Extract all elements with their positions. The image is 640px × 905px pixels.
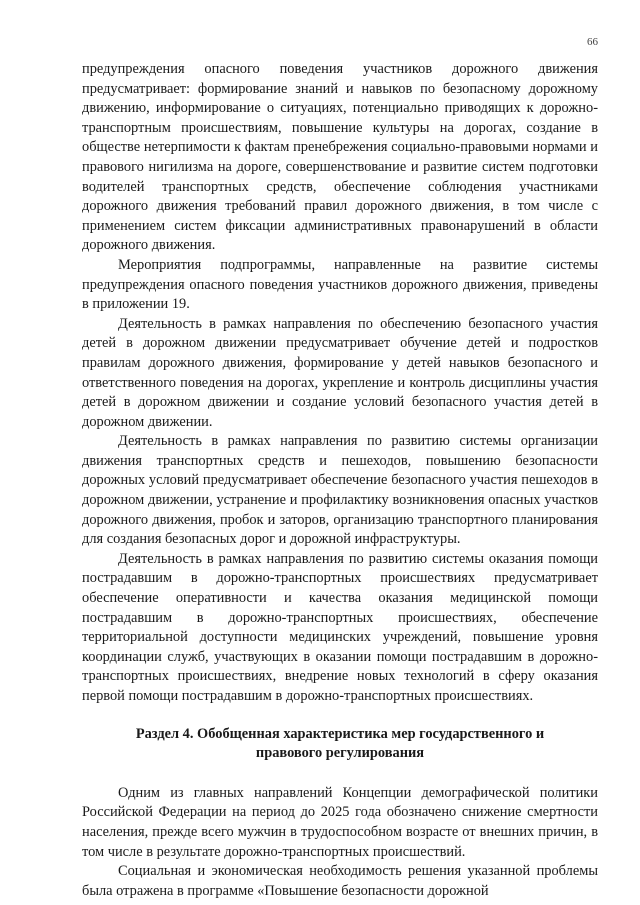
- paragraph: Социальная и экономическая необходимость решения указанной проблемы была отражена в программе «Повышение безопасности дорожной: [82, 863, 598, 899]
- paragraph: Мероприятия подпрограммы, направленные на развитие системы предупреждения опасного поведения участников дорожного движения, приведены в приложении 19.: [82, 256, 598, 313]
- paragraph: Деятельность в рамках направления по развитию системы оказания помощи пострадавшим в дорожно-транспортных происшествиях предусматривает обеспечение оперативности и качества оказания медицинской помощи пострадавшим в дорожно-транспортных происшествиях, обеспечение территориальной доступности медицинских учреждений, повышение уровня координации служб, участвующих в оказании помощи пострадавшим в дорожно-транспортных происшествиях, внедрение новых технологий в сферу оказания первой помощи пострадавшим в дорожно-транспортных происшествиях.: [82, 550, 598, 704]
- section-heading: [82, 725, 598, 764]
- document-body: [82, 60, 598, 901]
- page-number: 66: [587, 36, 598, 48]
- paragraph: Одним из главных направлений Концепции демографической политики Российской Федерации на период до 2025 года обозначено снижение смертности населения, прежде всего мужчин в трудоспособном возрасте от внешних причин, в том числе в результате дорожно-транспортных происшествий.: [82, 784, 598, 860]
- section-heading-line: правового регулирования: [255, 745, 425, 762]
- section-heading-line: Раздел 4. Обобщенная характеристика мер государственного и: [135, 725, 545, 742]
- paragraph: Деятельность в рамках направления по развитию системы организации движения транспортных средств и пешеходов, повышению безопасности дорожных условий предусматривает обеспечение безопасного участия пешеходов в дорожном движении, устранение и профилактику возникновения опасных участков дорожного движения, пробок и заторов, организацию транспортного планирования для создания безопасных дорог и дорожной инфраструктуры.: [82, 433, 598, 548]
- paragraph: предупреждения опасного поведения участников дорожного движения предусматривает: формирование знаний и навыков по безопасному дорожному движению, информирование о ситуациях, потенциально приводящих к дорожно-транспортным происшествиям, повышение культуры на дорогах, создание в обществе нетерпимости к фактам пренебрежения социально-правовыми нормами и правового нигилизма на дороге, совершенствование и развитие систем подготовки водителей транспортных средств, обеспечение соблюдения участниками дорожного движения требований правил дорожного движения, в том числе с применением систем фиксации административных правонарушений в области дорожного движения.: [82, 61, 598, 254]
- paragraph: Деятельность в рамках направления по обеспечению безопасного участия детей в дорожном движении предусматривает обучение детей и подростков правилам дорожного движения, формирование у детей навыков безопасного и ответственного поведения на дорогах, укрепление и контроль дисциплины участия детей в дорожном движении и создание условий безопасного участия детей в дорожном движении.: [82, 315, 598, 430]
